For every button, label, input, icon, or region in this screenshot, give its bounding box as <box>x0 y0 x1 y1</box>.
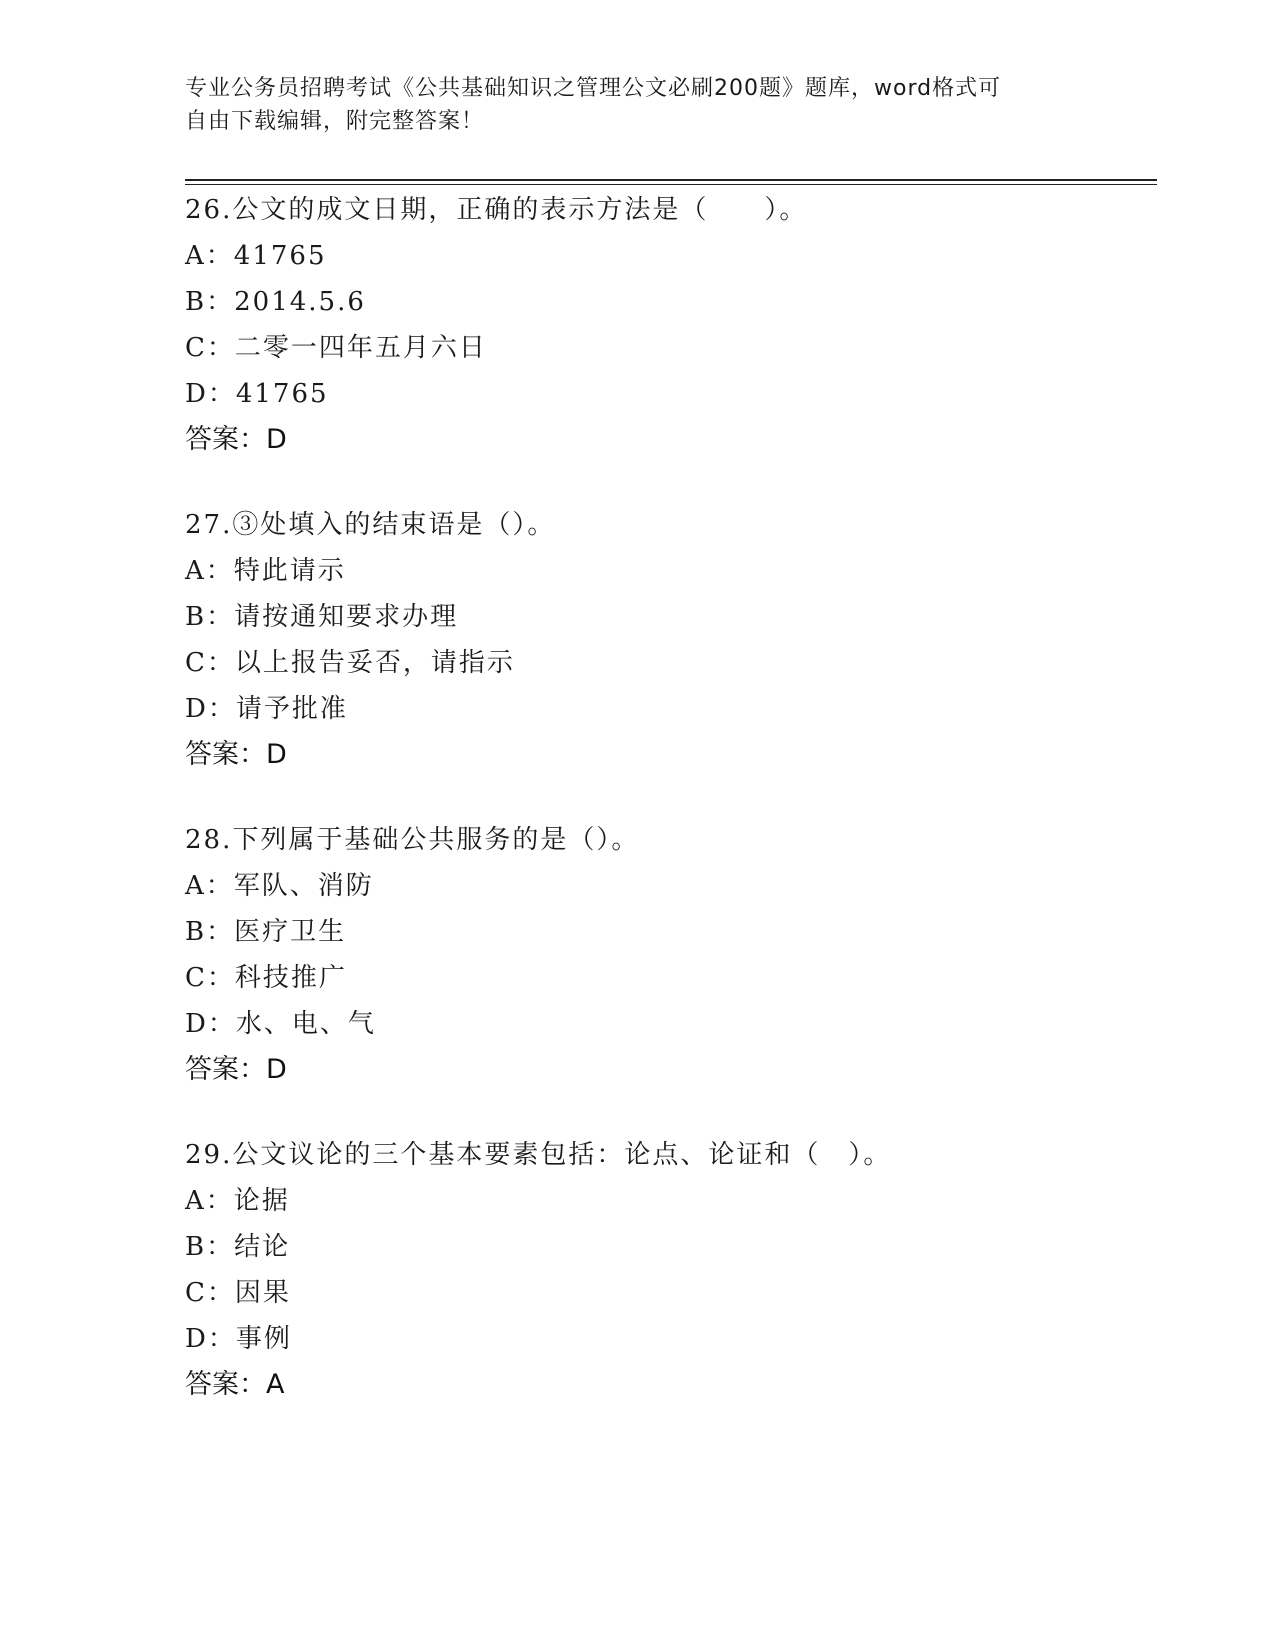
question-stem: 29.公文议论的三个基本要素包括：论点、论证和（ ）。 <box>185 1140 892 1170</box>
header-divider-thin <box>185 184 1157 185</box>
option-d: D：水、电、气 <box>185 1009 376 1039</box>
question-stem: 28.下列属于基础公共服务的是（）。 <box>185 825 640 855</box>
answer-line: 答案：D <box>185 1054 287 1085</box>
header-line-1: 专业公务员招聘考试《公共基础知识之管理公文必刷200题》题库，word格式可 <box>185 76 1002 101</box>
question-stem: 27.③处填入的结束语是（）。 <box>185 510 556 540</box>
question-26 <box>185 187 1145 463</box>
answer-line: 答案：D <box>185 739 287 770</box>
answer-line: 答案：D <box>185 424 287 455</box>
option-d: D：请予批准 <box>185 694 348 724</box>
option-a: A：论据 <box>185 1186 290 1216</box>
option-a: A：军队、消防 <box>185 871 374 901</box>
option-d: D：41765 <box>185 379 329 409</box>
question-28 <box>185 817 1145 1093</box>
option-c: C：以上报告妥否，请指示 <box>185 648 515 678</box>
option-b: B：请按通知要求办理 <box>185 602 459 632</box>
option-c: C：因果 <box>185 1278 291 1308</box>
option-b: B：2014.5.6 <box>185 287 366 317</box>
option-b: B：结论 <box>185 1232 291 1262</box>
option-a: A：特此请示 <box>185 556 346 586</box>
header-divider-thick <box>185 179 1157 181</box>
question-29 <box>185 1132 1145 1408</box>
header-line-2: 自由下载编辑，附完整答案！ <box>185 109 485 134</box>
document-header <box>185 72 1065 138</box>
option-c: C：二零一四年五月六日 <box>185 333 487 363</box>
question-stem: 26.公文的成文日期，正确的表示方法是（ ）。 <box>185 195 808 225</box>
option-c: C：科技推广 <box>185 963 347 993</box>
answer-line: 答案：A <box>185 1369 285 1400</box>
option-d: D：事例 <box>185 1324 292 1354</box>
question-27 <box>185 502 1145 778</box>
option-a: A：41765 <box>185 241 327 271</box>
option-b: B：医疗卫生 <box>185 917 347 947</box>
